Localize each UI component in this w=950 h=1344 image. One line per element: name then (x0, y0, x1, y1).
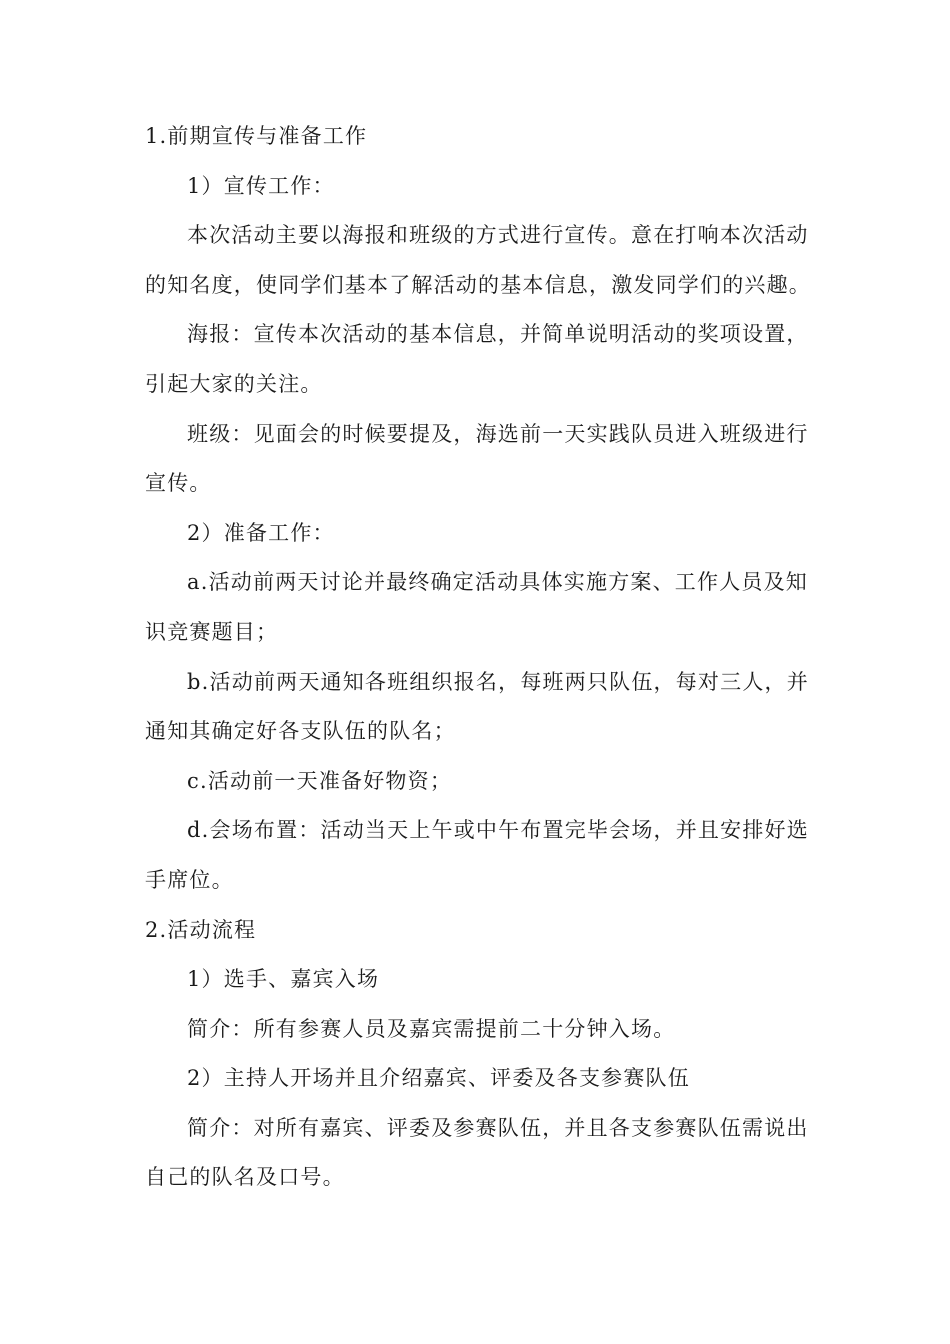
list-item-line: b.活动前两天通知各班组织报名，每班两只队伍，每对三人，并 (187, 669, 809, 694)
list-item-line: 识竞赛题目； (145, 619, 279, 644)
list-item-line: d.会场布置：活动当天上午或中午布置完毕会场，并且安排好选 (187, 818, 809, 843)
paragraph-line: 宣传。 (145, 471, 212, 496)
paragraph-line: 本次活动主要以海报和班级的方式进行宣传。意在打响本次活动 (187, 223, 809, 248)
list-item-line: c.活动前一天准备好物资； (187, 768, 453, 793)
list-item-line: a.活动前两天讨论并最终确定活动具体实施方案、工作人员及知 (187, 570, 808, 595)
paragraph-line: 自己的队名及口号。 (145, 1165, 345, 1190)
list-item-line: 通知其确定好各支队伍的队名； (145, 719, 456, 744)
subheading-entrance: 1）选手、嘉宾入场 (187, 967, 380, 992)
paragraph-line: 简介：所有参赛人员及嘉宾需提前二十分钟入场。 (187, 1016, 676, 1041)
document-body (145, 112, 810, 1203)
section-heading-activity-flow: 2.活动流程 (145, 917, 257, 942)
paragraph-line: 简介：对所有嘉宾、评委及参赛队伍，并且各支参赛队伍需说出 (187, 1115, 809, 1140)
list-item-line: 手席位。 (145, 867, 234, 892)
section-heading-publicity-preparation: 1.前期宣传与准备工作 (145, 124, 368, 148)
paragraph-line: 的知名度，使同学们基本了解活动的基本信息，激发同学们的兴趣。 (145, 272, 811, 297)
paragraph-line: 海报：宣传本次活动的基本信息，并简单说明活动的奖项设置， (187, 322, 809, 347)
subheading-preparation: 2）准备工作： (187, 520, 335, 545)
paragraph-line: 引起大家的关注。 (145, 371, 323, 396)
paragraph-line: 班级：见面会的时候要提及，海选前一天实践队员进入班级进行 (187, 421, 809, 446)
subheading-publicity: 1）宣传工作： (187, 173, 335, 198)
subheading-host-opening: 2）主持人开场并且介绍嘉宾、评委及各支参赛队伍 (187, 1066, 690, 1091)
